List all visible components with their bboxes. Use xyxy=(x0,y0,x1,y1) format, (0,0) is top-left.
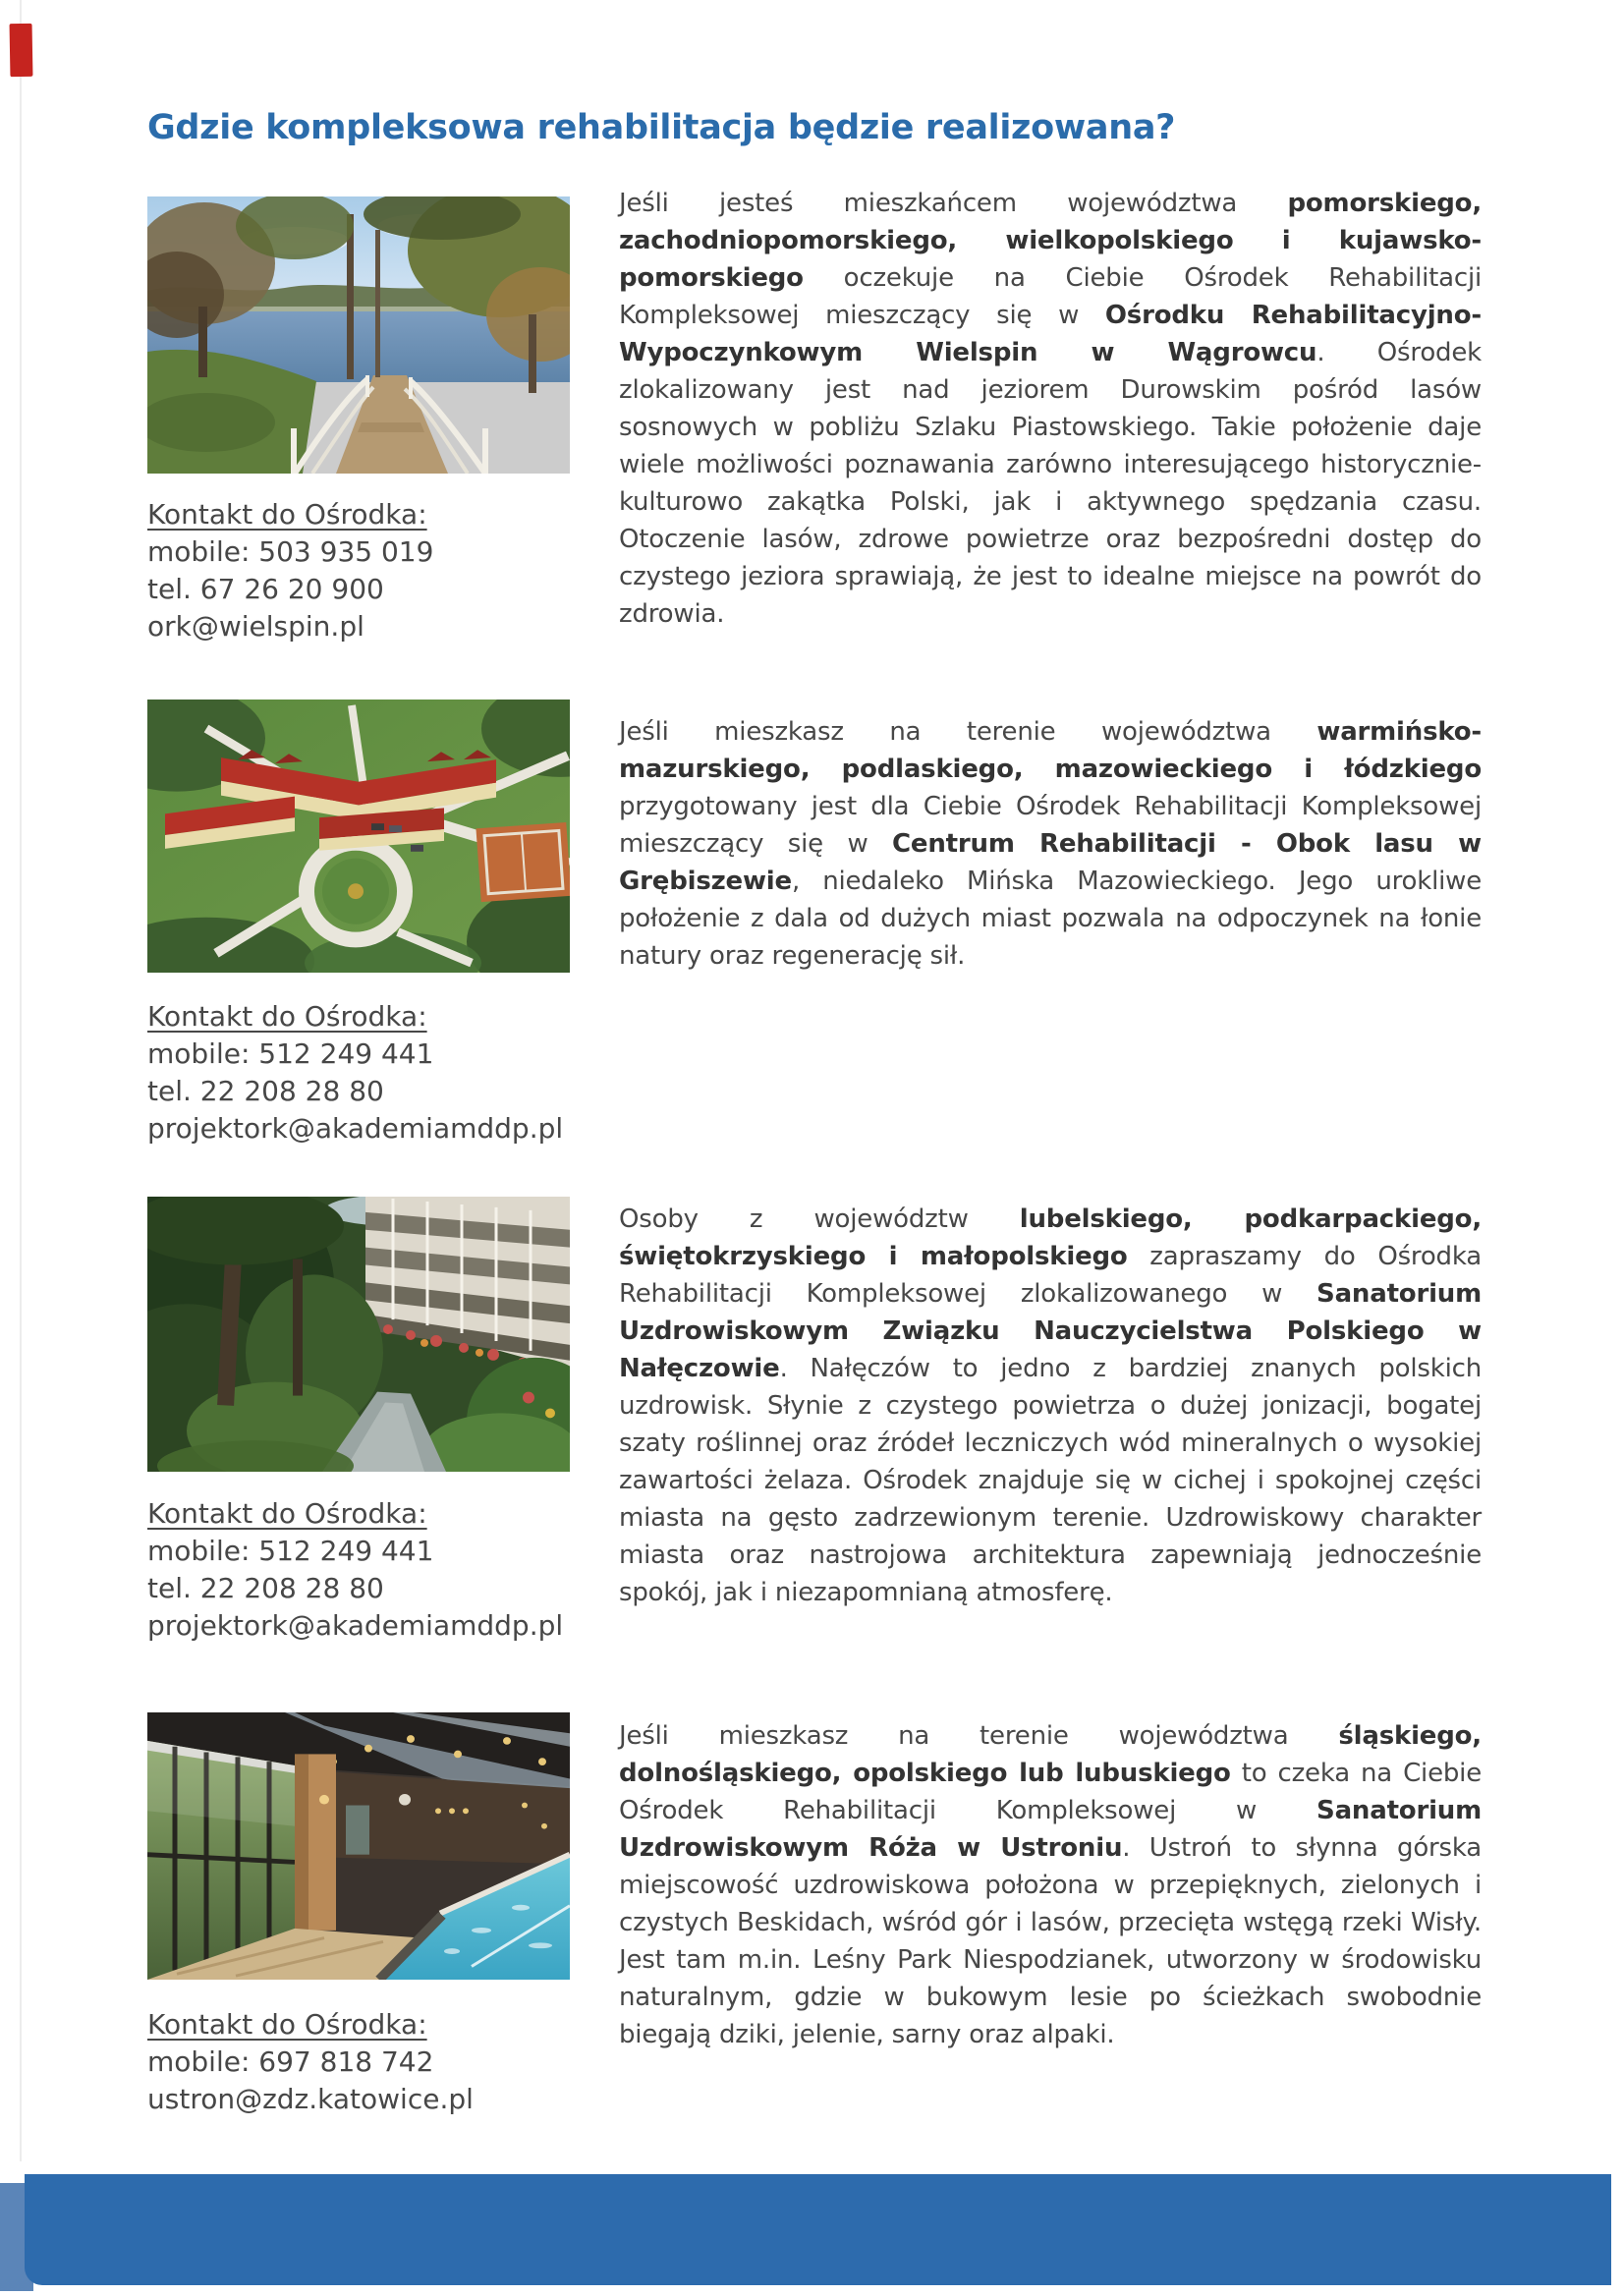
contact-heading: Kontakt do Ośrodka: xyxy=(147,1497,427,1530)
aerial-resort-illustration xyxy=(147,700,570,973)
scan-artifact-line xyxy=(20,0,22,2161)
contact-block xyxy=(147,1495,599,1645)
red-scan-mark xyxy=(10,24,33,77)
footer-band xyxy=(25,2174,1611,2285)
contact-line: mobile: 512 249 441 xyxy=(147,1037,434,1070)
contact-line: tel. 22 208 28 80 xyxy=(147,1572,384,1604)
contact-line: projektork@akademiamddp.pl xyxy=(147,1609,564,1642)
contact-block xyxy=(147,998,599,1148)
section-paragraph: Jeśli mieszkasz na terenie województwa warmińsko-mazurskiego, podlaskiego, mazowieckiego i łódzkiego przygotowany jest dla Ciebie Ośrodek Rehabilitacji Kompleksowej mieszczący się w Centrum Rehabilitacji - Obok lasu w Grębiszewie, niedaleko Mińska Mazowieckiego. Jego urokliwe położenie z dala od dużych miast pozwala na odpoczynek na łonie natury oraz regenerację sił. xyxy=(619,717,1482,971)
contact-line: ork@wielspin.pl xyxy=(147,610,364,643)
indoor-pool-photo xyxy=(147,1712,570,1980)
contact-heading: Kontakt do Ośrodka: xyxy=(147,1000,427,1033)
contact-block xyxy=(147,2006,599,2118)
contact-heading: Kontakt do Ośrodka: xyxy=(147,2008,427,2041)
indoor-pool-illustration xyxy=(147,1712,570,1980)
section-paragraph: Jeśli mieszkasz na terenie województwa śląskiego, dolnośląskiego, opolskiego lub lubuskiego to czeka na Ciebie Ośrodek Rehabilitacji Kompleksowej w Sanatorium Uzdrowiskowym Róża w Ustroniu. Ustroń to słynna górska miejscowość uzdrowiskowa położona w przepięknych, zielonych i czystych Beskidach, wśród gór i lasów, przecięta wstęgą rzeki Wisły. Jest tam m.in. Leśny Park Niespodzianek, utworzony w środowisku naturalnym, gdzie w bukowym lesie po ścieżkach swobodnie biegają dziki, jelenie, sarny oraz alpaki. xyxy=(619,1721,1482,2049)
section-paragraph: Osoby z województw lubelskiego, podkarpackiego, świętokrzyskiego i małopolskiego zapraszamy do Ośrodka Rehabilitacji Kompleksowej zlokalizowanego w Sanatorium Uzdrowiskowym Związku Nauczycielstwa Polskiego w Nałęczowie. Nałęczów to jedno z bardziej znanych polskich uzdrowisk. Słynie z czystego powietrza o dużej jonizacji, bogatej szaty roślinnej oraz źródeł leczniczych wód mineralnych o wysokiej zawartości żelaza. Ośrodek znajduje się w cichej i spokojnej części miasta na gęsto zadrzewionym terenie. Uzdrowiskowy charakter miasta oraz nastrojowa architektura zapewniają jednocześnie spokój, jak i niezapomnianą atmosferę. xyxy=(619,1204,1483,1607)
lake-boardwalk-photo xyxy=(147,196,570,474)
sanatorium-garden-illustration xyxy=(147,1197,570,1472)
contact-line: tel. 67 26 20 900 xyxy=(147,573,384,605)
contact-line: mobile: 512 249 441 xyxy=(147,1535,434,1567)
section-paragraph: Jeśli jesteś mieszkańcem województwa pomorskiego, zachodniopomorskiego, wielkopolskiego i kujawsko-pomorskiego oczekuje na Ciebie Ośrodek Rehabilitacji Kompleksowej mieszczący się w Ośrodku Rehabilitacyjno-Wypoczynkowym Wielspin w Wągrowcu. Ośrodek zlokalizowany jest nad jeziorem Durowskim pośród lasów sosnowych w pobliżu Szlaku Piastowskiego. Takie położenie daje wiele możliwości poznawania zarówno interesującego historycznie-kulturowo zakątka Polski, jak i aktywnego spędzania czasu. Otoczenie lasów, zdrowe powietrze oraz bezpośredni dostęp do czystego jeziora sprawiają, że jest to idealne miejsce na powrót do zdrowia. xyxy=(619,189,1482,629)
sanatorium-garden-photo xyxy=(147,1197,570,1472)
contact-line: mobile: 697 818 742 xyxy=(147,2045,434,2078)
lake-boardwalk-illustration xyxy=(147,196,570,474)
page-title: Gdzie kompleksowa rehabilitacja będzie realizowana? xyxy=(147,108,1176,147)
contact-line: ustron@zdz.katowice.pl xyxy=(147,2083,474,2115)
contact-heading: Kontakt do Ośrodka: xyxy=(147,498,427,531)
contact-line: tel. 22 208 28 80 xyxy=(147,1075,384,1107)
contact-block xyxy=(147,496,599,645)
contact-line: mobile: 503 935 019 xyxy=(147,535,434,568)
aerial-resort-photo xyxy=(147,700,570,973)
contact-line: projektork@akademiamddp.pl xyxy=(147,1112,564,1145)
